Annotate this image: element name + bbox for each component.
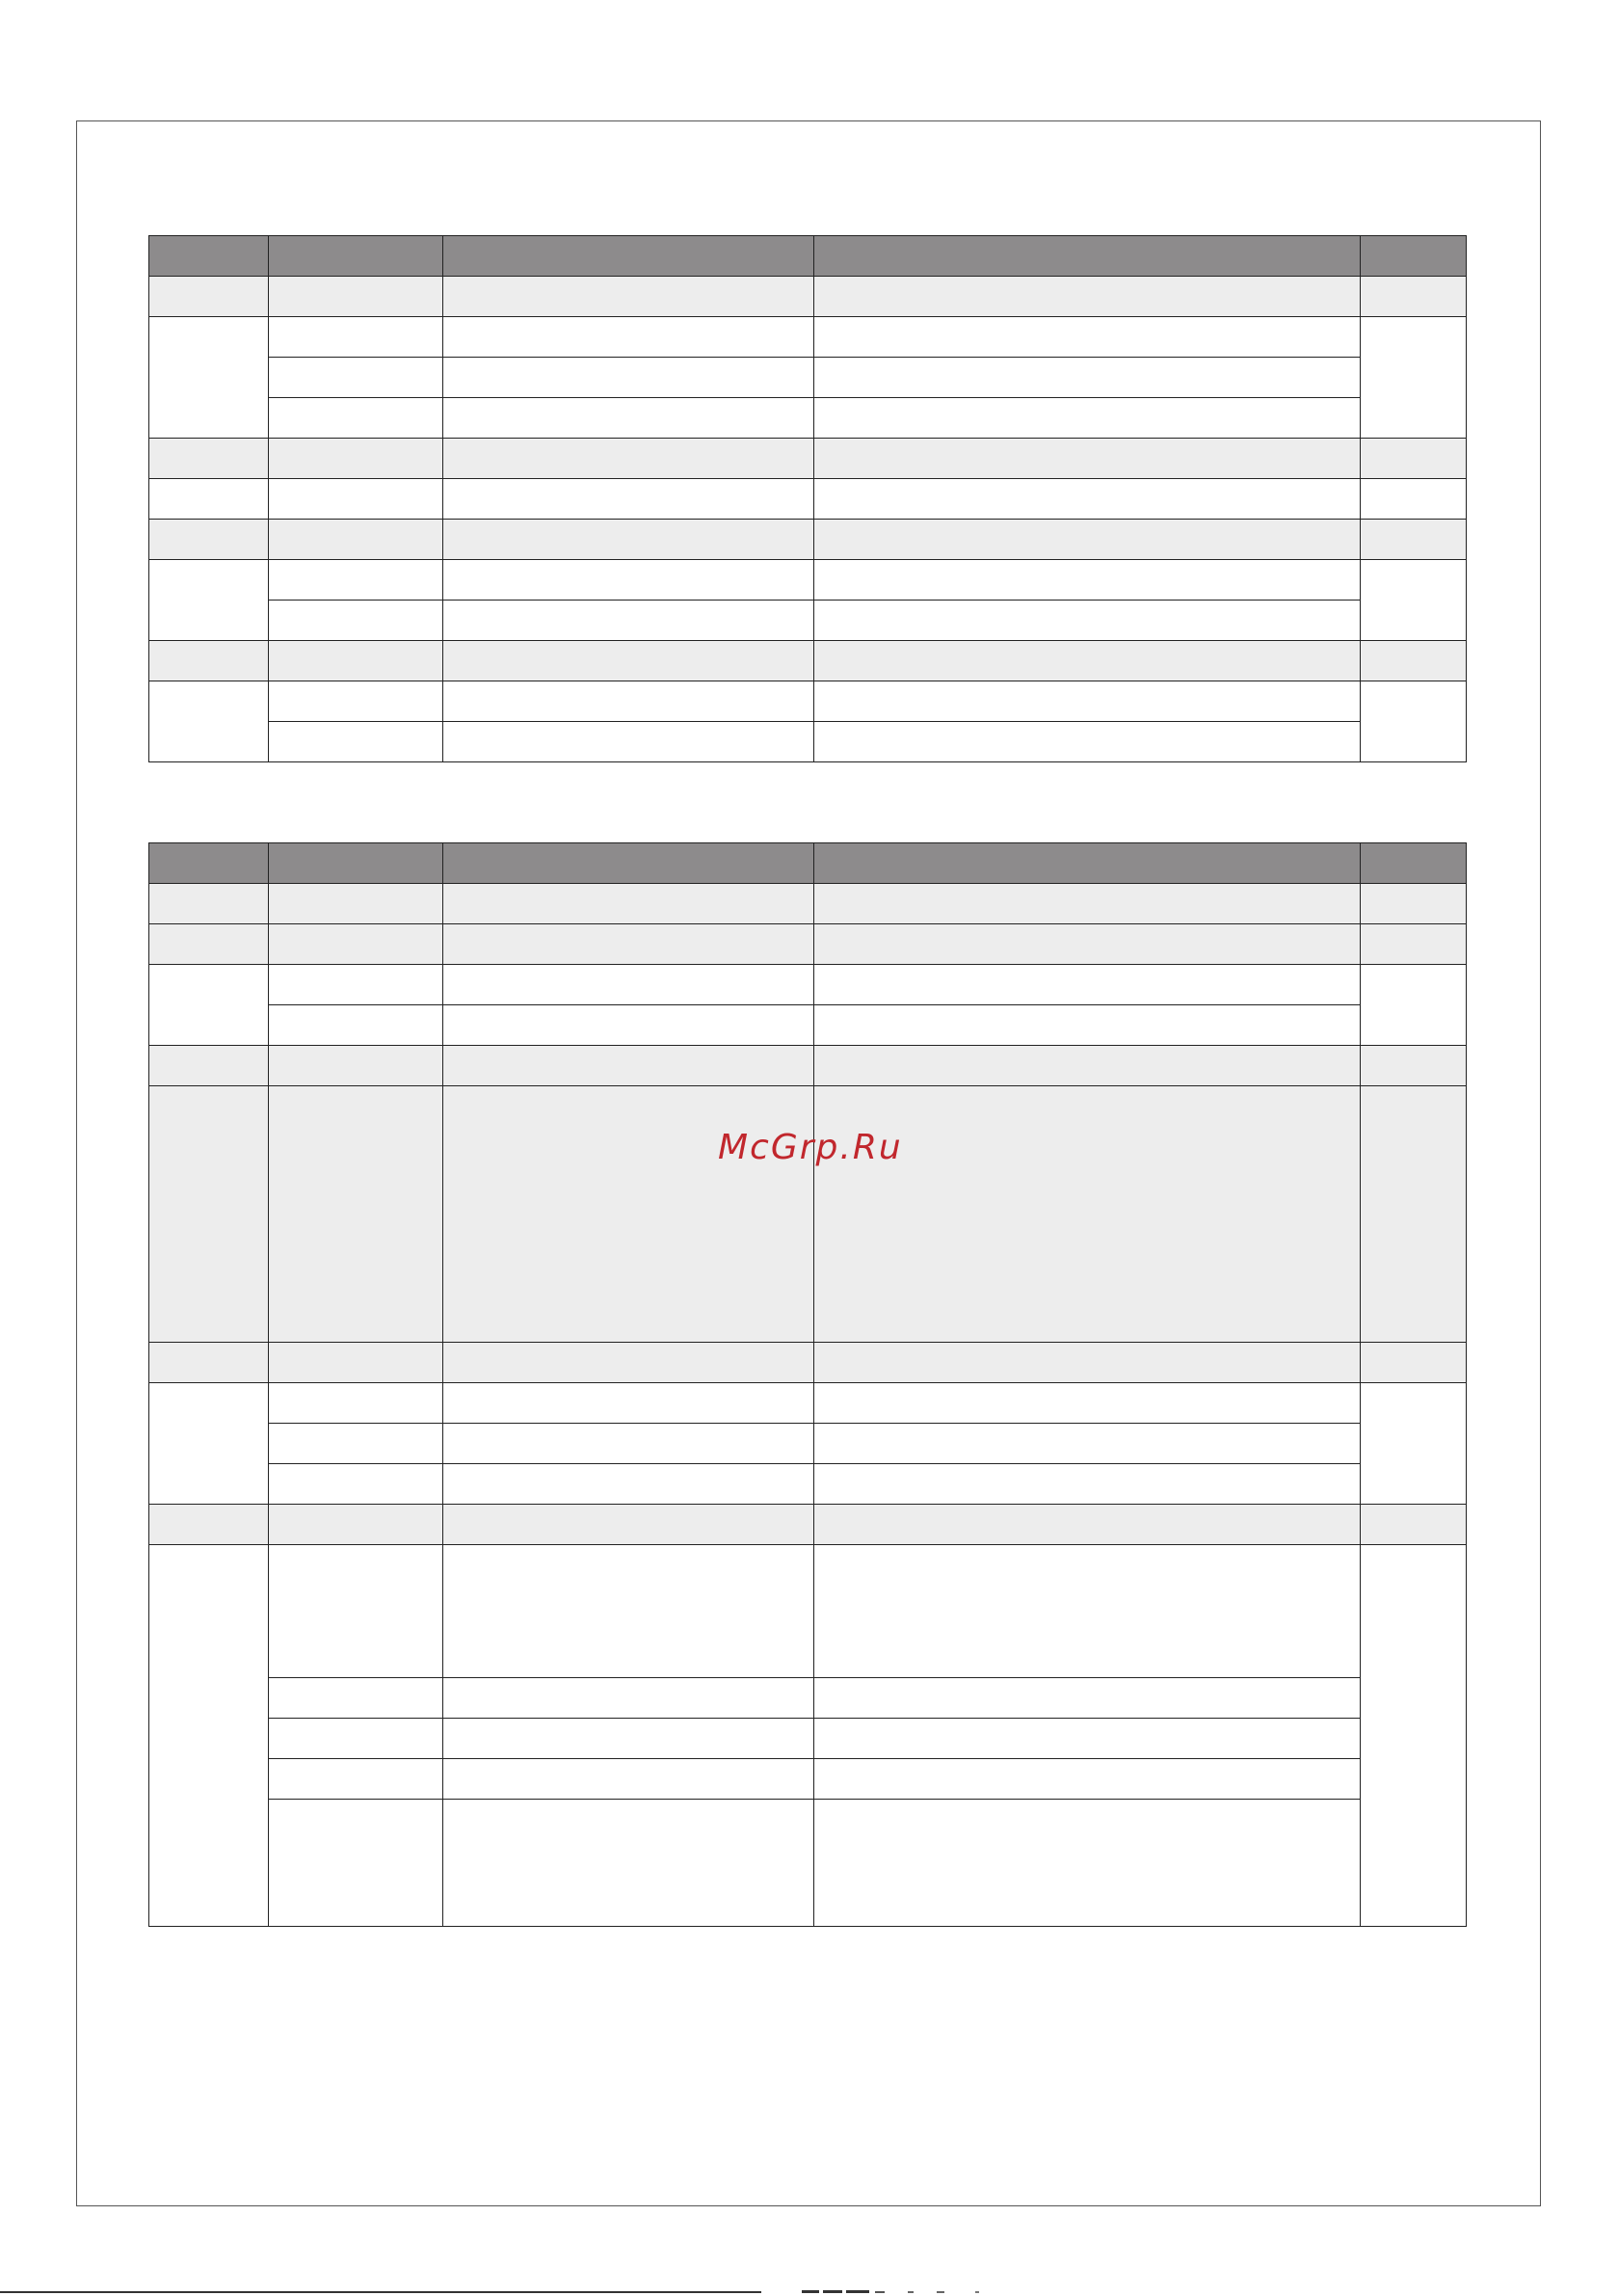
table-1 — [148, 235, 1467, 762]
table-cell — [1361, 317, 1467, 439]
table-cell — [269, 1545, 443, 1678]
table-cell — [814, 317, 1361, 358]
table-cell — [1361, 681, 1467, 762]
table-row — [149, 439, 1467, 479]
table-cell — [269, 277, 443, 317]
table-cell — [1361, 520, 1467, 560]
table-cell — [269, 1424, 443, 1464]
table-row — [149, 277, 1467, 317]
table-row — [149, 1464, 1467, 1505]
table-row — [149, 479, 1467, 520]
table-cell — [1361, 1046, 1467, 1086]
table-cell — [814, 1545, 1361, 1678]
table-cell — [149, 317, 269, 439]
table-cell — [269, 722, 443, 762]
table-cell — [814, 884, 1361, 924]
table-row — [149, 1046, 1467, 1086]
table-cell — [149, 681, 269, 762]
table-cell — [269, 1719, 443, 1759]
table-row — [149, 601, 1467, 641]
table-row — [149, 1719, 1467, 1759]
table-cell — [443, 1005, 814, 1046]
table-row — [149, 1545, 1467, 1678]
table-cell — [1361, 924, 1467, 965]
table-row — [149, 641, 1467, 681]
table-cell — [443, 1424, 814, 1464]
table-cell — [814, 1005, 1361, 1046]
table-cell — [814, 601, 1361, 641]
table-cell — [814, 1086, 1361, 1343]
table-cell — [269, 1800, 443, 1927]
table-cell — [443, 1086, 814, 1343]
header-cell — [1361, 843, 1467, 884]
table-cell — [443, 398, 814, 439]
table-cell — [269, 398, 443, 439]
table-row — [149, 965, 1467, 1005]
table-cell — [443, 722, 814, 762]
table-cell — [149, 924, 269, 965]
table-cell — [814, 641, 1361, 681]
table-row — [149, 1759, 1467, 1800]
table-cell — [149, 520, 269, 560]
table-cell — [443, 1678, 814, 1719]
table-cell — [149, 1505, 269, 1545]
header-cell — [269, 236, 443, 277]
table-cell — [443, 1464, 814, 1505]
header-cell — [1361, 236, 1467, 277]
table-cell — [269, 681, 443, 722]
table-cell — [1361, 479, 1467, 520]
table-cell — [1361, 884, 1467, 924]
table-cell — [443, 924, 814, 965]
table-cell — [269, 641, 443, 681]
table-cell — [269, 479, 443, 520]
table-cell — [269, 1464, 443, 1505]
table-cell — [149, 641, 269, 681]
table-cell — [814, 1343, 1361, 1383]
table-cell — [443, 884, 814, 924]
table-row — [149, 884, 1467, 924]
table-cell — [269, 884, 443, 924]
table-cell — [269, 358, 443, 398]
table-cell — [269, 601, 443, 641]
table-cell — [443, 317, 814, 358]
table-row — [149, 358, 1467, 398]
table-cell — [443, 520, 814, 560]
table-cell — [814, 722, 1361, 762]
header-cell — [443, 236, 814, 277]
table-row — [149, 924, 1467, 965]
table-cell — [1361, 1545, 1467, 1927]
table-row — [149, 722, 1467, 762]
table-cell — [443, 1505, 814, 1545]
table-cell — [149, 965, 269, 1046]
table-cell — [814, 358, 1361, 398]
table-cell — [269, 1046, 443, 1086]
header-cell — [149, 843, 269, 884]
table-cell — [269, 439, 443, 479]
table-cell — [1361, 641, 1467, 681]
table-cell — [814, 965, 1361, 1005]
table-row — [149, 1343, 1467, 1383]
table-cell — [269, 1759, 443, 1800]
table-cell — [814, 1719, 1361, 1759]
table-cell — [269, 520, 443, 560]
table-cell — [1361, 1383, 1467, 1505]
table-row — [149, 1505, 1467, 1545]
table-cell — [269, 1383, 443, 1424]
header-cell — [269, 843, 443, 884]
table-cell — [1361, 277, 1467, 317]
table-cell — [1361, 560, 1467, 641]
table-header — [149, 843, 1467, 884]
table-cell — [814, 1678, 1361, 1719]
table-cell — [149, 1343, 269, 1383]
table-cell — [149, 560, 269, 641]
table-cell — [814, 1424, 1361, 1464]
table-cell — [814, 1464, 1361, 1505]
table-cell — [269, 965, 443, 1005]
table-cell — [814, 277, 1361, 317]
table-cell — [149, 1046, 269, 1086]
table-cell — [814, 439, 1361, 479]
table-cell — [1361, 965, 1467, 1046]
table-cell — [443, 439, 814, 479]
table-row — [149, 1086, 1467, 1343]
table-2 — [148, 842, 1467, 1927]
table-cell — [443, 1046, 814, 1086]
table-row — [149, 398, 1467, 439]
table-cell — [814, 1383, 1361, 1424]
table-cell — [269, 1678, 443, 1719]
table-cell — [443, 641, 814, 681]
table-cell — [443, 479, 814, 520]
table-row — [149, 1005, 1467, 1046]
table-header — [149, 236, 1467, 277]
table-cell — [443, 601, 814, 641]
header-cell — [149, 236, 269, 277]
table-cell — [269, 1086, 443, 1343]
table-cell — [443, 1545, 814, 1678]
table-cell — [814, 1800, 1361, 1927]
table-cell — [814, 924, 1361, 965]
table-cell — [443, 277, 814, 317]
table-cell — [149, 479, 269, 520]
table-cell — [149, 1086, 269, 1343]
header-cell — [814, 843, 1361, 884]
table-cell — [814, 681, 1361, 722]
table-cell — [149, 1545, 269, 1927]
table-cell — [1361, 1505, 1467, 1545]
table-cell — [443, 681, 814, 722]
table-cell — [149, 439, 269, 479]
table-cell — [814, 479, 1361, 520]
table-cell — [149, 277, 269, 317]
footer-rule — [0, 2291, 761, 2293]
table-cell — [443, 965, 814, 1005]
table-cell — [443, 560, 814, 601]
table-row — [149, 317, 1467, 358]
table-cell — [269, 317, 443, 358]
table-cell — [269, 560, 443, 601]
table-row — [149, 1678, 1467, 1719]
table-cell — [443, 1383, 814, 1424]
header-cell — [443, 843, 814, 884]
table-row — [149, 1424, 1467, 1464]
table-cell — [1361, 439, 1467, 479]
watermark: McGrp.Ru — [718, 1128, 903, 1167]
table-cell — [443, 358, 814, 398]
table-row — [149, 1383, 1467, 1424]
header-cell — [814, 236, 1361, 277]
table-cell — [814, 1046, 1361, 1086]
table-cell — [443, 1719, 814, 1759]
table-row — [149, 681, 1467, 722]
table-cell — [269, 1505, 443, 1545]
footer-marks — [802, 2288, 1091, 2296]
table-row — [149, 560, 1467, 601]
table-cell — [149, 884, 269, 924]
table-cell — [443, 1759, 814, 1800]
table-cell — [814, 1505, 1361, 1545]
table-cell — [1361, 1343, 1467, 1383]
table-row — [149, 520, 1467, 560]
table-cell — [269, 1005, 443, 1046]
table-cell — [443, 1343, 814, 1383]
table-cell — [269, 1343, 443, 1383]
table-cell — [814, 520, 1361, 560]
table-cell — [149, 1383, 269, 1505]
table-cell — [443, 1800, 814, 1927]
table-row — [149, 1800, 1467, 1927]
table-cell — [814, 560, 1361, 601]
table-cell — [814, 398, 1361, 439]
table-cell — [1361, 1086, 1467, 1343]
table-cell — [269, 924, 443, 965]
table-cell — [814, 1759, 1361, 1800]
